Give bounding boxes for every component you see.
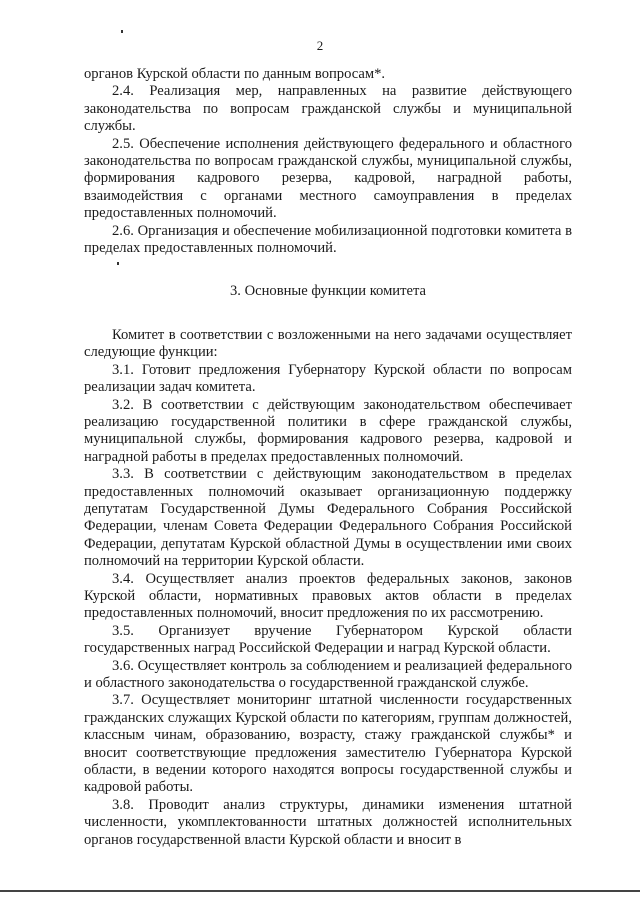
paragraph-3-1: 3.1. Готовит предложения Губернатору Курской области по вопросам реализации задач комитета.: [84, 361, 572, 396]
paragraph-continuation: органов Курской области по данным вопросам*.: [84, 66, 386, 82]
page-bottom-edge: [0, 890, 640, 892]
scan-speck: [121, 30, 123, 33]
document-body: [84, 66, 572, 849]
paragraph-3-7: 3.7. Осуществляет мониторинг штатной численности государственных гражданских служащих Курской области по категориям, группам должностей, классным чинам, образованию, возрасту, стажу гражданской службы* и вносит соответствующие предложения заместителю Губернатора Курской области, в ведении которого находятся вопросы государственной службы и кадровой работы.: [84, 692, 572, 796]
paragraph-3-5: 3.5. Организует вручение Губернатором Курской области государственных наград Российской Федерации и наград Курской области.: [84, 622, 572, 657]
paragraph-3-3: 3.3. В соответствии с действующим законодательством в пределах предоставленных полномочий оказывает организационную поддержку депутатам Государственной Думы Федерального Собрания Российской Федерации, членам Совета Федерации Федерального Собрания Российской Федерации, депутатам Курской областной Думы в осуществлении ими своих полномочий на территории Курской области.: [84, 466, 572, 570]
paragraph-2-5: 2.5. Обеспечение исполнения действующего федерального и областного законодательства по вопросам гражданской службы, муниципальной службы, формирования кадрового резерва, кадровой, наградной работы, взаимодействия с органами местного самоуправления в пределах предоставленных полномочий.: [84, 135, 572, 222]
page-number: 2: [316, 38, 324, 53]
paragraph-3-4: 3.4. Осуществляет анализ проектов федеральных законов, законов Курской области, нормативных правовых актов области в пределах предоставленных полномочий, вносит предложения по их рассмотрению.: [84, 570, 572, 622]
paragraph-3-6: 3.6. Осуществляет контроль за соблюдением и реализацией федерального и областного законодательства о государственной гражданской службе.: [84, 657, 572, 691]
paragraph-2-4: 2.4. Реализация мер, направленных на развитие действующего законодательства по вопросам гражданской службы и муниципальной службы.: [84, 83, 572, 135]
paragraph-2-6: 2.6. Организация и обеспечение мобилизационной подготовки комитета в пределах предоставленных полномочий.: [84, 222, 572, 257]
paragraph-3-8: 3.8. Проводит анализ структуры, динамики изменения штатной численности, укомплектованности штатных должностей исполнительных органов государственной власти Курской области и вносит в: [84, 796, 572, 848]
paragraph-3-2: 3.2. В соответствии с действующим законодательством обеспечивает реализацию государственной политики в сфере гражданской службы, муниципальной службы, формирования кадрового резерва, кадровой и наградной работы в пределах предоставленных полномочий.: [84, 396, 572, 465]
section-heading: 3. Основные функции комитета: [229, 283, 427, 300]
paragraph-intro: Комитет в соответствии с возложенными на него задачами осуществляет следующие функции:: [84, 326, 572, 361]
